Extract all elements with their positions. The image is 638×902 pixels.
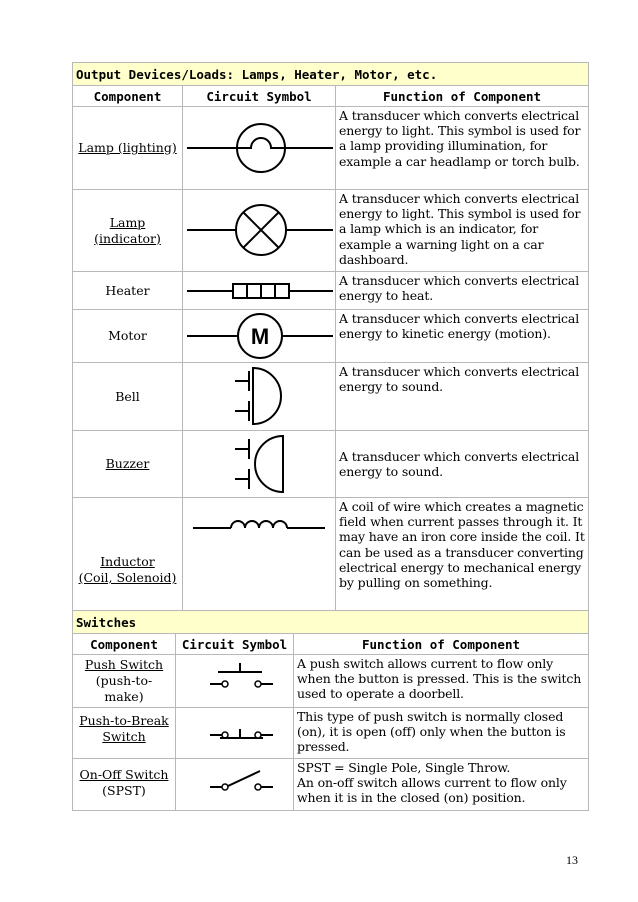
output-devices-table [72,62,589,611]
table-row [73,655,589,708]
buzzer-function: A transducer which converts electrical energy to sound. [336,431,589,498]
push-to-break-label-line1: Push-to-Break [79,713,169,728]
table-row [73,759,589,811]
circuit-symbol-header: Circuit Symbol [183,86,336,107]
buzzer-symbol [183,431,336,497]
push-switch-label-line3: make) [104,689,144,704]
switch-circuit-symbol-header: Circuit Symbol [176,634,294,655]
inductor-symbol [183,498,336,610]
lamp-indicator-label: Lamp (indicator) [94,214,161,246]
bell-label: Bell [73,363,183,431]
switch-function-header: Function of Component [294,634,589,655]
inductor-label-line2: (Coil, Solenoid) [78,570,177,585]
push-to-break-label-line2: Switch [102,729,146,744]
page-number: 13 [566,853,578,867]
component-header: Component [73,86,183,107]
lamp-indicator-symbol [183,190,336,271]
output-devices-section-title: Output Devices/Loads: Lamps, Heater, Motor, etc. [73,63,589,86]
lamp-lighting-function: A transducer which converts electrical energy to light. This symbol is used for a lamp providing illumination, for example a car headlamp or torch bulb. [336,107,589,190]
lamp-lighting-symbol [183,107,336,189]
table-row [73,107,589,190]
motor-m-glyph: M [250,324,270,349]
inductor-function: A coil of wire which creates a magnetic field when current passes through it. It may have an iron core inside the coil. It can be used as a transducer converting electrical energy to mechanical energy by pulling on something. [336,498,589,611]
switch-component-header: Component [73,634,176,655]
motor-function: A transducer which converts electrical energy to kinetic energy (motion). [336,310,589,363]
push-switch-function: A push switch allows current to flow only when the button is pressed. This is the switch used to operate a doorbell. [294,655,589,708]
table-row [73,498,589,611]
buzzer-label: Buzzer [105,456,150,471]
heater-function: A transducer which converts electrical energy to heat. [336,272,589,310]
push-switch-label-line2: (push-to- [95,673,153,688]
heater-label: Heater [73,272,183,310]
inductor-label-line1: Inductor [100,554,155,569]
table-row [73,310,589,363]
on-off-switch-label-line1: On-Off Switch [79,767,169,782]
table-row [73,272,589,310]
motor-label: Motor [73,310,183,363]
push-switch-symbol [176,655,294,707]
table-row [73,708,589,759]
on-off-switch-symbol [176,759,294,810]
bell-symbol [183,363,336,430]
push-switch-label-line1: Push Switch [84,657,164,672]
on-off-switch-function-line2: An on-off switch allows current to flow only when it is in the closed (on) position. [297,775,567,806]
lamp-lighting-label: Lamp (lighting) [78,140,177,155]
table-row [73,363,589,431]
lamp-indicator-function: A transducer which converts electrical energy to light. This symbol is used for a lamp which is an indicator, for example a warning light on a car dashboard. [336,190,589,272]
bell-function: A transducer which converts electrical energy to sound. [336,363,589,431]
motor-symbol [183,310,336,362]
function-header: Function of Component [336,86,589,107]
switches-table [72,610,589,811]
switches-section-title: Switches [73,611,589,634]
table-row [73,190,589,272]
push-to-break-function: This type of push switch is normally closed (on), it is open (off) only when the button is pressed. [294,708,589,759]
heater-symbol [183,272,336,309]
on-off-switch-label-line2: (SPST) [102,783,146,798]
table-row [73,431,589,498]
on-off-switch-function-line1: SPST = Single Pole, Single Throw. [297,760,511,775]
push-to-break-symbol [176,708,294,758]
